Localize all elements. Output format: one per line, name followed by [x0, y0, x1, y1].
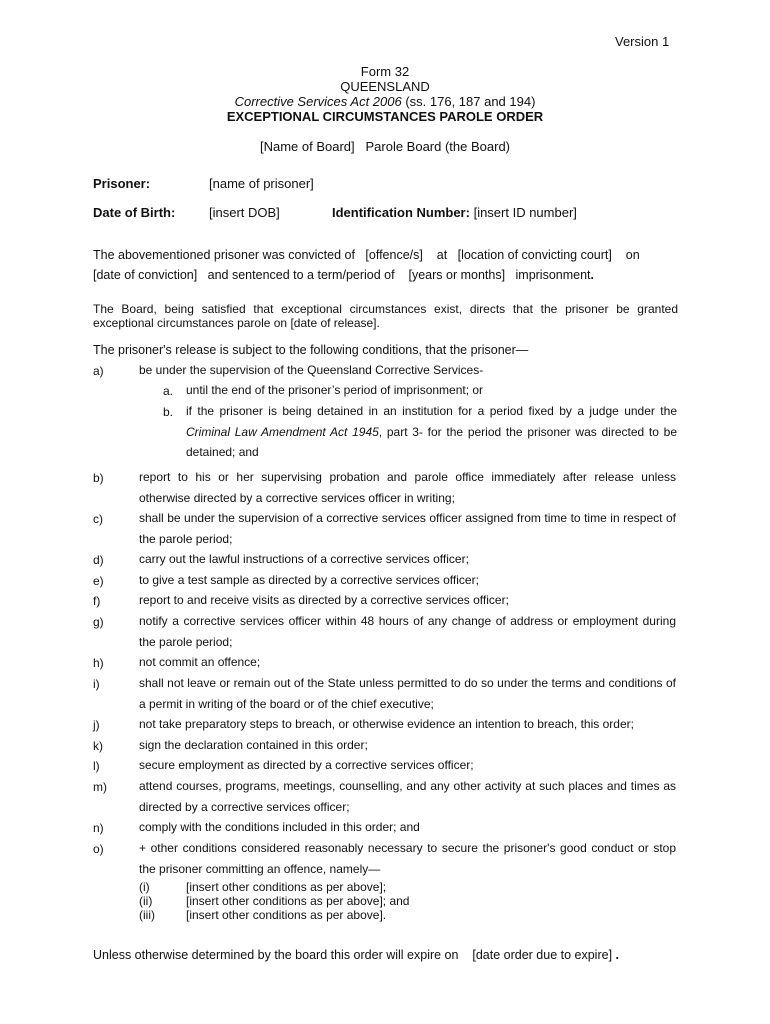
offence-placeholder: [offence/s]: [365, 248, 423, 262]
condition-text: not take preparatory steps to breach, or otherwise evidence an intention to breach, this order;: [139, 717, 634, 731]
conditions-intro: The prisoner's release is subject to the following conditions, that the prisoner—: [93, 343, 529, 357]
condition-letter: c): [93, 512, 103, 526]
expiry-line: [93, 948, 619, 962]
condition-letter: e): [93, 574, 104, 588]
dob-label: Date of Birth:: [93, 205, 176, 220]
document-title: EXCEPTIONAL CIRCUMSTANCES PAROLE ORDER: [226, 109, 544, 124]
id-value: [insert ID number]: [473, 205, 577, 220]
other-condition-number: (i): [139, 880, 150, 894]
condition-text: secure employment as directed by a corrective services officer;: [139, 758, 474, 772]
condition-text: not commit an offence;: [139, 655, 261, 669]
sub-b-post: , part 3- for the period the prisoner was directed to be detained; and: [186, 424, 677, 460]
act-reference: [0, 94, 770, 109]
other-condition-text: [insert other conditions as per above].: [186, 908, 387, 922]
expiry-date-placeholder: [date order due to expire]: [472, 948, 613, 962]
sub-b-pre: if the prisoner is being detained in an institution for a period fixed by a judge under the: [186, 404, 677, 418]
condition-letter: j): [93, 718, 100, 732]
id-label: Identification Number:: [332, 205, 470, 220]
id-field: [332, 205, 577, 220]
board-suffix: Parole Board (the Board): [365, 139, 511, 154]
conviction-line-2: [93, 268, 594, 282]
other-condition-text: [insert other conditions as per above];: [186, 880, 387, 894]
at-text: at: [436, 248, 448, 262]
condition-letter: d): [93, 553, 104, 567]
state-name: QUEENSLAND: [340, 79, 430, 94]
condition-text: be under the supervision of the Queensland Corrective Services-: [139, 363, 484, 377]
condition-text: to give a test sample as directed by a corrective services officer;: [139, 573, 479, 587]
period-mark: .: [590, 268, 595, 282]
conviction-text: The abovementioned prisoner was convicted of: [93, 248, 355, 262]
conviction-date-placeholder: [date of conviction]: [93, 268, 198, 282]
sub-condition-text: until the end of the prisoner’s period of imprisonment; or: [186, 383, 484, 397]
condition-letter: n): [93, 821, 104, 835]
other-condition-number: (iii): [139, 908, 155, 922]
sub-condition-letter: a.: [163, 384, 174, 398]
condition-text: notify a corrective services officer within 48 hours of any change of address or employment during the parole period;: [139, 614, 676, 649]
condition-letter: f): [93, 594, 101, 608]
condition-letter: g): [93, 615, 104, 629]
sentenced-text: and sentenced to a term/period of: [207, 268, 395, 282]
condition-letter: i): [93, 677, 100, 691]
form-number: Form 32: [360, 64, 410, 79]
condition-text: sign the declaration contained in this order;: [139, 738, 368, 752]
condition-letter: a): [93, 364, 104, 378]
condition-text: shall be under the supervision of a corrective services officer assigned from time to time in respect of the parole period;: [139, 511, 676, 546]
board-line: [0, 139, 770, 154]
imprisonment-text: imprisonment: [515, 268, 591, 282]
condition-letter: b): [93, 471, 104, 485]
conviction-line-1: [93, 248, 640, 262]
condition-text: attend courses, programs, meetings, counselling, and any other activity at such places and times as directed by a corrective services officer;: [139, 779, 676, 814]
condition-letter: l): [93, 759, 100, 773]
condition-text: comply with the conditions included in this order; and: [139, 820, 420, 834]
expiry-text: Unless otherwise determined by the board this order will expire on: [93, 948, 459, 962]
condition-text: shall not leave or remain out of the State unless permitted to do so under the terms and conditions of a permit in writing of the board or of the chief executive;: [139, 676, 676, 711]
sub-condition-text: [186, 401, 677, 463]
prisoner-label: Prisoner:: [93, 176, 151, 191]
sub-condition-letter: b.: [163, 405, 174, 419]
board-name: [Name of Board]: [259, 139, 355, 154]
on-text: on: [625, 248, 640, 262]
other-condition-text: [insert other conditions as per above]; and: [186, 894, 410, 908]
location-placeholder: [location of convicting court]: [457, 248, 612, 262]
condition-letter: h): [93, 656, 104, 670]
condition-text: report to and receive visits as directed by a corrective services officer;: [139, 593, 509, 607]
term-placeholder: [years or months]: [408, 268, 506, 282]
condition-text: report to his or her supervising probation and parole office immediately after release unless otherwise directed by a corrective services officer in writing;: [139, 470, 676, 505]
expiry-end: .: [612, 948, 620, 962]
condition-letter: m): [93, 780, 107, 794]
act-name: Corrective Services Act 2006: [234, 94, 402, 109]
prisoner-value: [name of prisoner]: [209, 176, 314, 191]
act-name: Criminal Law Amendment Act 1945: [186, 424, 379, 439]
condition-text: + other conditions considered reasonably necessary to secure the prisoner's good conduct or stop the prisoner committing an offence, namely—: [139, 841, 676, 876]
board-paragraph: The Board, being satisfied that exceptional circumstances exist, directs that the prisoner be granted exceptional circumstances parole on [date of release].: [93, 302, 678, 330]
version-label: Version 1: [615, 34, 670, 49]
condition-letter: o): [93, 842, 104, 856]
act-sections: (ss. 176, 187 and 194): [401, 94, 536, 109]
other-condition-number: (ii): [139, 894, 153, 908]
condition-letter: k): [93, 739, 103, 753]
condition-text: carry out the lawful instructions of a corrective services officer;: [139, 552, 469, 566]
dob-value: [insert DOB]: [209, 205, 280, 220]
